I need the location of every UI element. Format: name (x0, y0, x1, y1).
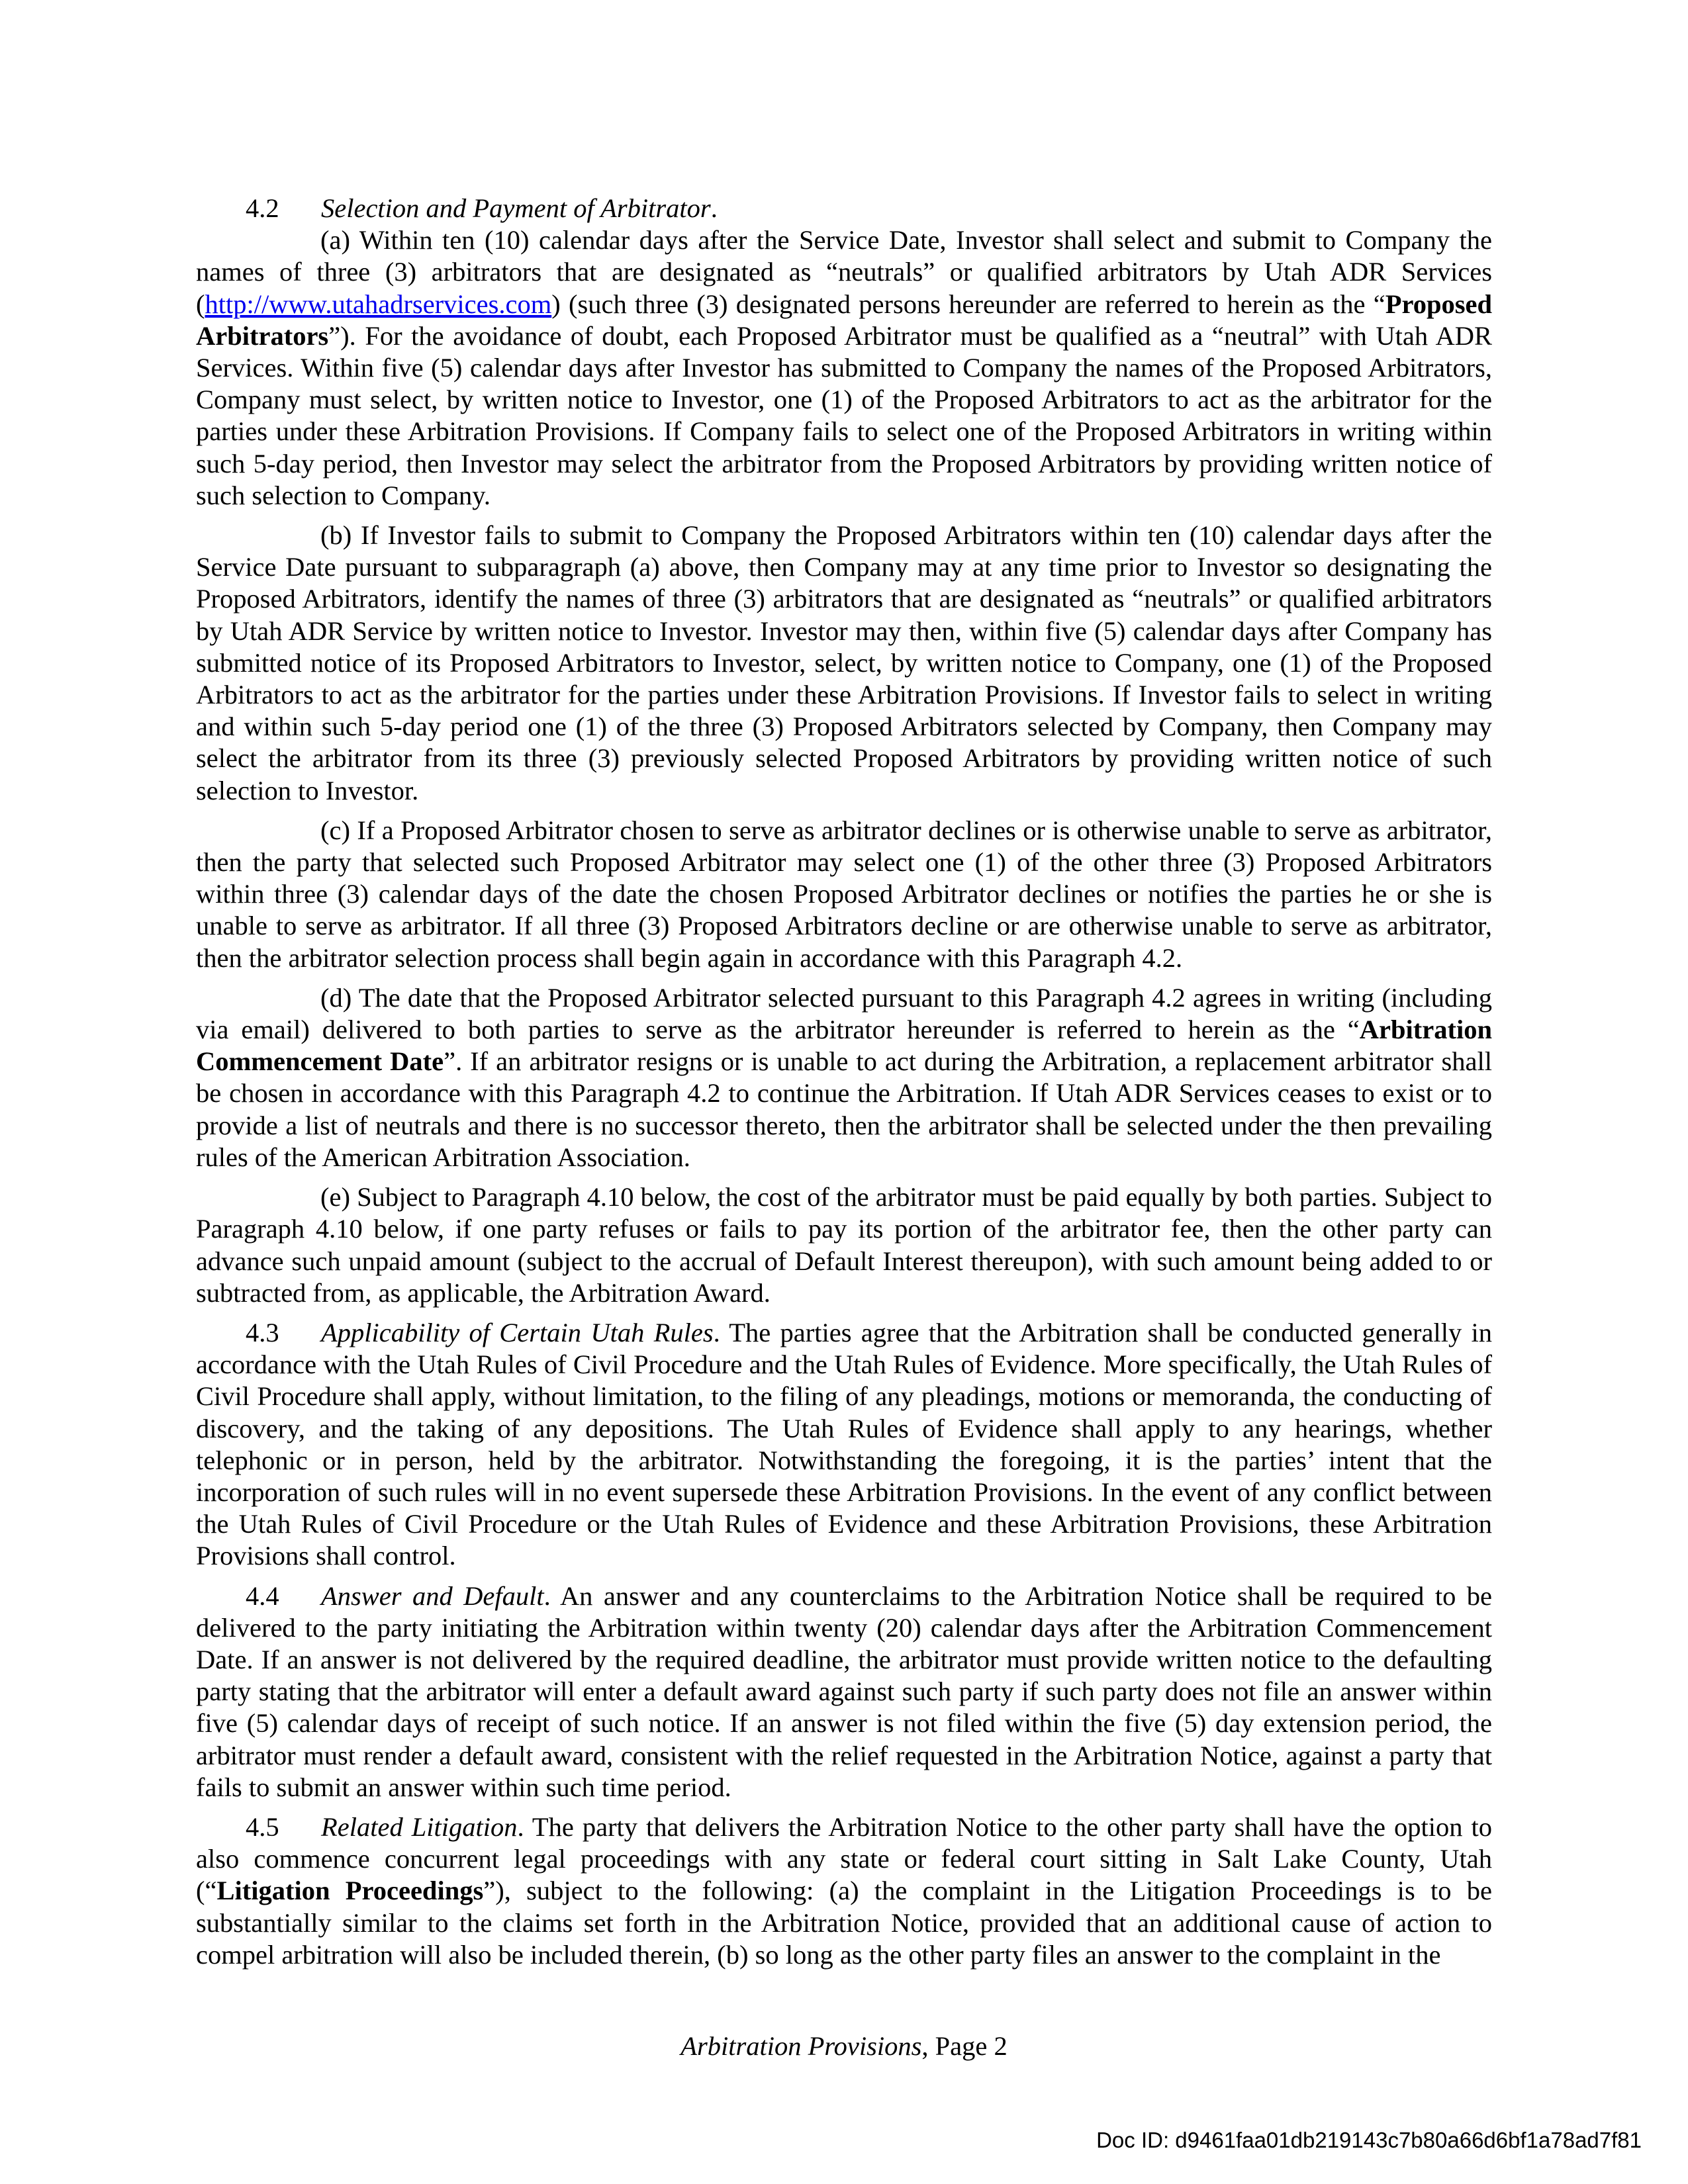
defined-term: Litigation Proceedings (216, 1876, 484, 1906)
page-footer (0, 2030, 1688, 2062)
section-4-4: 4.4 Answer and Default. An answer and any counterclaims to the Arbitration Notice shall be required to be delivered to the party initiating the Arbitration within twenty (20) calendar days after the Arbitration Commencement Date. If an answer is not delivered by the required deadline, the arbitrator must provide written notice to the defaulting party stating that the arbitrator will enter a default award against such party if such party does not file an answer within five (5) calendar days of receipt of such notice. If an answer is not filed within the five (5) day extension period, the arbitrator must render a default award, consistent with the relief requested in the Arbitration Notice, against a party that fails to submit an answer within such time period. (196, 1580, 1492, 1802)
paragraph-4-2-c: (c) If a Proposed Arbitrator chosen to serve as arbitrator declines or is otherwise unable to serve as arbitrator, then the party that selected such Proposed Arbitrator may select one (1) of the other three (3) Proposed Arbitrators within three (3) calendar days of the date the chosen Proposed Arbitrator declines or notifies the parties he or she is unable to serve as arbitrator. If all three (3) Proposed Arbitrators decline or are otherwise unable to serve as arbitrator, then the arbitrator selection process shall begin again in accordance with this Paragraph 4.2. (196, 815, 1492, 973)
section-title: Selection and Payment of Arbitrator (321, 193, 711, 223)
defined-term: Arbitration Commencement Date (196, 1015, 1492, 1077)
section-number: 4.2 (246, 193, 279, 223)
paragraph-4-2-e: (e) Subject to Paragraph 4.10 below, the cost of the arbitrator must be paid equally by both parties. Subject to Paragraph 4.10 below, if one party refuses or fails to pay its portion of the arbitrator fee, then the other party can advance such unpaid amount (subject to the accrual of Default Interest thereupon), with such amount being added to or subtracted from, as applicable, the Arbitration Award. (196, 1182, 1492, 1308)
section-title: Answer and Default (321, 1580, 544, 1611)
section-number: 4.3 (246, 1317, 279, 1347)
section-4-2-heading: 4.2 Selection and Payment of Arbitrator. (196, 193, 1492, 224)
footer-document-title: Arbitration Provisions (680, 2031, 922, 2061)
defined-term: Proposed Arbitrators (196, 289, 1492, 351)
section-title: Related Litigation (321, 1811, 518, 1842)
paragraph-4-2-a: (a) Within ten (10) calendar days after the Service Date, Investor shall select and submit to Company the names of three (3) arbitrators that are designated as “neutrals” or qualified arbitrators by Utah ADR Services (http://www.utahadrservices.com) (such three (3) designated persons hereunder are referred to herein as the “Proposed Arbitrators”). For the avoidance of doubt, each Proposed Arbitrator must be qualified as a “neutral” with Utah ADR Services. Within five (5) calendar days after Investor has submitted to Company the names of the Proposed Arbitrators, Company must select, by written notice to Investor, one (1) of the Proposed Arbitrators to act as the arbitrator for the parties under these Arbitration Provisions. If Company fails to select one of the Proposed Arbitrators in writing within such 5-day period, then Investor may select the arbitrator from the Proposed Arbitrators by providing written notice of such selection to Company. (196, 225, 1492, 510)
document-body (196, 193, 1492, 1971)
section-4-3: 4.3 Applicability of Certain Utah Rules. The parties agree that the Arbitration shall be conducted generally in accordance with the Utah Rules of Civil Procedure and the Utah Rules of Evidence. More specifically, the Utah Rules of Civil Procedure shall apply, without limitation, to the filing of any pleadings, motions or memoranda, the conducting of discovery, and the taking of any depositions. The Utah Rules of Evidence shall apply to any hearings, whether telephonic or in person, held by the arbitrator. Notwithstanding the foregoing, it is the parties’ intent that the incorporation of such rules will in no event supersede these Arbitration Provisions. In the event of any conflict between the Utah Rules of Civil Procedure or the Utah Rules of Evidence and these Arbitration Provisions, these Arbitration Provisions shall control. (196, 1317, 1492, 1571)
section-number: 4.4 (246, 1580, 279, 1611)
paragraph-4-2-d: (d) The date that the Proposed Arbitrator selected pursuant to this Paragraph 4.2 agrees in writing (including via email) delivered to both parties to serve as the arbitrator hereunder is referred to herein as the “Arbitration Commencement Date”. If an arbitrator resigns or is unable to act during the Arbitration, a replacement arbitrator shall be chosen in accordance with this Paragraph 4.2 to continue the Arbitration. If Utah ADR Services ceases to exist or to provide a list of neutrals and there is no successor thereto, then the arbitrator shall be selected under the then prevailing rules of the American Arbitration Association. (196, 982, 1493, 1172)
doc-id: Doc ID: d9461faa01db219143c7b80a66d6bf1a78ad7f81 (1096, 2128, 1642, 2152)
paragraph-4-2-b: (b) If Investor fails to submit to Company the Proposed Arbitrators within ten (10) calendar days after the Service Date pursuant to subparagraph (a) above, then Company may at any time prior to Investor so designating the Proposed Arbitrators, identify the names of three (3) arbitrators that are designated as “neutrals” or qualified arbitrators by Utah ADR Service by written notice to Investor. Investor may then, within five (5) calendar days after Company has submitted notice of its Proposed Arbitrators to Investor, select, by written notice to Company, one (1) of the Proposed Arbitrators to act as the arbitrator for the parties under these Arbitration Provisions. If Investor fails to select in writing and within such 5-day period one (1) of the three (3) Proposed Arbitrators selected by Company, then Company may select the arbitrator from its three (3) previously selected Proposed Arbitrators by providing written notice of such selection to Investor. (196, 520, 1492, 805)
section-title: Applicability of Certain Utah Rules (321, 1317, 714, 1347)
section-number: 4.5 (246, 1811, 279, 1842)
section-4-5: 4.5 Related Litigation. The party that delivers the Arbitration Notice to the other party shall have the option to also commence concurrent legal proceedings with any state or federal court sitting in Salt Lake County, Utah (“Litigation Proceedings”), subject to the following: (a) the complaint in the Litigation Proceedings is to be substantially similar to the claims set forth in the Arbitration Notice, provided that an additional cause of action to compel arbitration will also be included therein, (b) so long as the other party files an answer to the complaint in the (196, 1811, 1492, 1970)
footer-page-number: , Page 2 (921, 2031, 1008, 2061)
utah-adr-link[interactable]: http://www.utahadrservices.com (205, 289, 552, 319)
